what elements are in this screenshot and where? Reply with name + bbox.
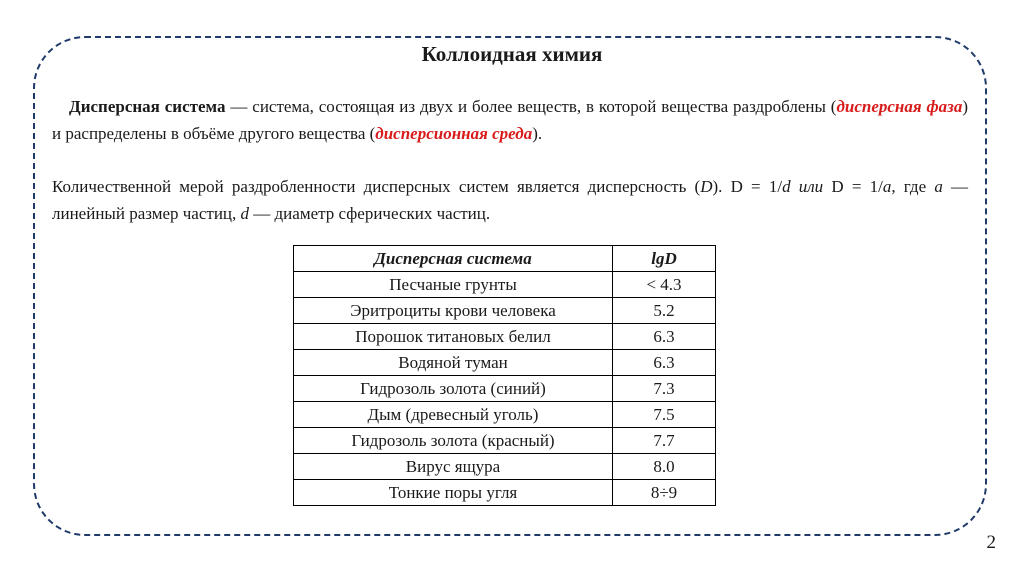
cell-system: Гидрозоль золота (синий) bbox=[294, 376, 613, 402]
table-row bbox=[294, 454, 716, 480]
definition-text-3: ). bbox=[532, 124, 543, 143]
symbol-d: d bbox=[782, 177, 791, 196]
term-disperse-phase: дисперсная фаза bbox=[836, 97, 963, 116]
cell-lgd: 5.2 bbox=[613, 298, 716, 324]
cell-system: Песчаные грунты bbox=[294, 272, 613, 298]
dispersity-text-2: ). D = 1/ bbox=[712, 177, 783, 196]
header-system: Дисперсная система bbox=[294, 246, 613, 272]
table-row bbox=[294, 402, 716, 428]
cell-lgd: 7.5 bbox=[613, 402, 716, 428]
term-disperse-system: Дисперсная система bbox=[69, 97, 226, 116]
dispersity-text-5: — линейный размер частиц, bbox=[52, 177, 969, 223]
table-row bbox=[294, 376, 716, 402]
table-row bbox=[294, 324, 716, 350]
definition-text-2: ) и распределены в объёме другого вещества ( bbox=[52, 97, 968, 143]
cell-system: Эритроциты крови человека bbox=[294, 298, 613, 324]
dispersity-text-4: , где bbox=[891, 177, 935, 196]
symbol-a: a bbox=[882, 177, 892, 196]
definition-text-1: — система, состоящая из двух и более веществ, в которой вещества раздроблены ( bbox=[225, 97, 837, 116]
cell-system: Дым (древесный уголь) bbox=[294, 402, 613, 428]
table-header-row bbox=[294, 246, 716, 272]
cell-system: Гидрозоль золота (красный) bbox=[294, 428, 613, 454]
cell-system: Водяной туман bbox=[294, 350, 613, 376]
cell-system: Порошок титановых белил bbox=[294, 324, 613, 350]
dispersity-paragraph bbox=[52, 173, 968, 227]
table-row bbox=[294, 428, 716, 454]
page-number: 2 bbox=[986, 532, 996, 553]
symbol-d-2: d bbox=[240, 204, 250, 223]
table-row bbox=[294, 272, 716, 298]
dispersity-text-6: — диаметр сферических частиц. bbox=[249, 204, 491, 223]
definition-paragraph bbox=[52, 93, 968, 147]
slide-title: Коллоидная химия bbox=[421, 42, 603, 66]
cell-lgd: 7.7 bbox=[613, 428, 716, 454]
cell-system: Вирус ящура bbox=[294, 454, 613, 480]
cell-lgd: 7.3 bbox=[613, 376, 716, 402]
dispersity-text-1: Количественной мерой раздробленности дисперсных систем является дисперсность ( bbox=[52, 177, 701, 196]
symbol-D: D bbox=[700, 177, 713, 196]
cell-lgd: < 4.3 bbox=[613, 272, 716, 298]
header-lgd: lgD bbox=[613, 246, 716, 272]
table-row bbox=[294, 298, 716, 324]
symbol-a-2: a bbox=[934, 177, 943, 196]
cell-lgd: 8÷9 bbox=[613, 480, 716, 506]
cell-lgd: 6.3 bbox=[613, 324, 716, 350]
term-disperse-medium: дисперсионная среда bbox=[375, 124, 533, 143]
table-row bbox=[294, 350, 716, 376]
table-row bbox=[294, 480, 716, 506]
cell-lgd: 6.3 bbox=[613, 350, 716, 376]
dispersity-text-3: D = 1/ bbox=[831, 177, 883, 196]
dispersity-table bbox=[293, 245, 716, 506]
word-or: или bbox=[790, 177, 832, 196]
cell-system: Тонкие поры угля bbox=[294, 480, 613, 506]
cell-lgd: 8.0 bbox=[613, 454, 716, 480]
